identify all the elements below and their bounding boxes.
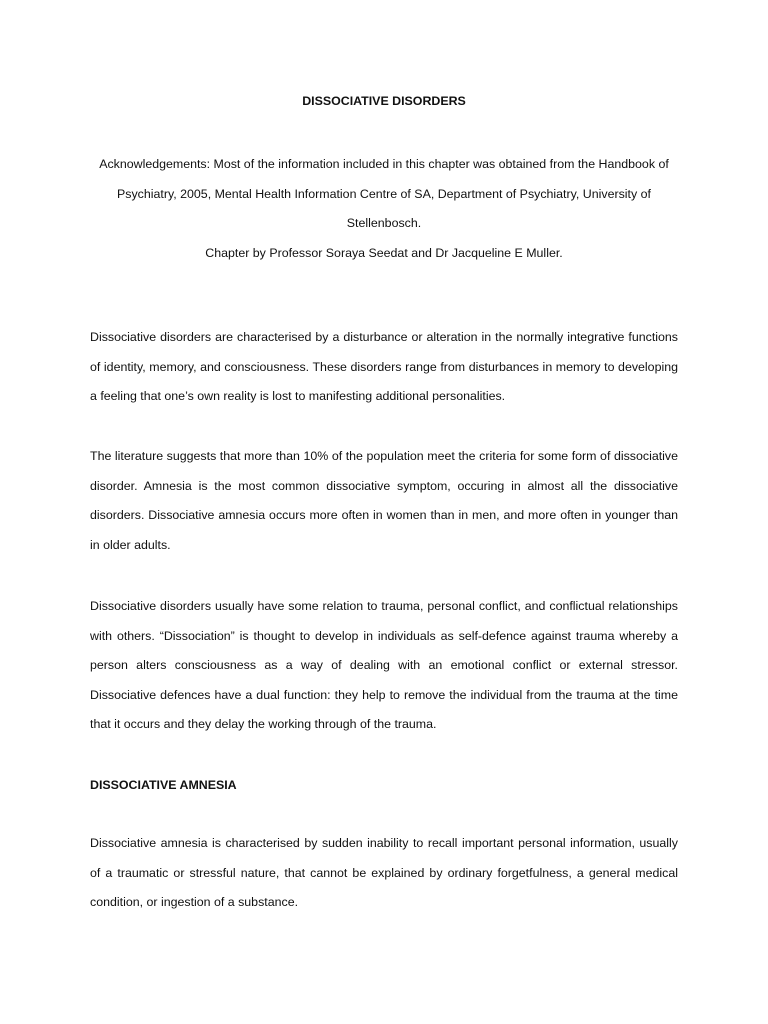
section-heading: DISSOCIATIVE AMNESIA [90, 778, 237, 792]
body-paragraph: Dissociative disorders usually have some relation to trauma, personal conflict, and conflictual relationships with others. “Dissociation” is thought to develop in individuals as self-defence against trauma whereby a person alters consciousness as a way of dealing with an emotional conflict or external stressor. Dissociative defences have a dual function: they help to remove the individual from the trauma at the time that it occurs and they delay the working through of the trauma. [90, 599, 678, 731]
body-paragraph: The literature suggests that more than 10% of the population meet the criteria for some form of dissociative disorder. Amnesia is the most common dissociative symptom, occuring in almost all the dissociative disorders. Dissociative amnesia occurs more often in women than in men, and more often in younger than in older adults. [90, 449, 678, 552]
body-paragraph: Dissociative disorders are characterised by a disturbance or alteration in the normally integrative functions of identity, memory, and consciousness. These disorders range from disturbances in memory to developing a feeling that one’s own reality is lost to manifesting additional personalities. [90, 330, 678, 403]
acknowledgements-block [90, 150, 678, 268]
acknowledgements-text: Acknowledgements: Most of the information included in this chapter was obtained from the Handbook of Psychiatry, 2005, Mental Health Information Centre of SA, Department of Psychiatry, University of Stellenbosch. [99, 157, 669, 230]
section-paragraph: Dissociative amnesia is characterised by sudden inability to recall important personal information, usually of a traumatic or stressful nature, that cannot be explained by ordinary forgetfulness, a general medical condition, or ingestion of a substance. [90, 836, 678, 909]
chapter-byline: Chapter by Professor Soraya Seedat and Dr Jacqueline E Muller. [205, 245, 563, 260]
document-title: DISSOCIATIVE DISORDERS [302, 94, 466, 108]
